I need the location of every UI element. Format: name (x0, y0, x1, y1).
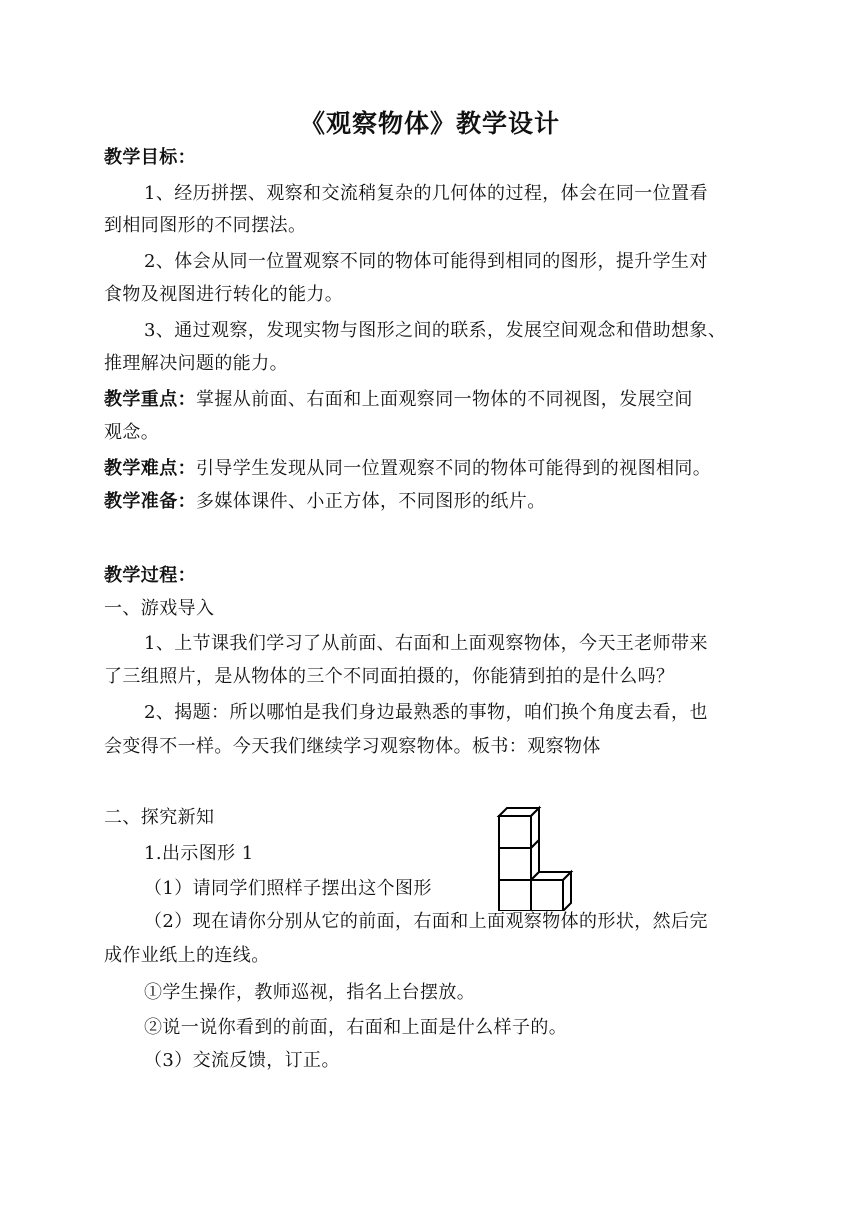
section-1-p2-line-2: 会变得不一样。今天我们继续学习观察物体。板书：观察物体 (104, 736, 601, 757)
key-points-line-1 (104, 388, 764, 412)
goal-3-line-1: 3、通过观察，发现实物与图形之间的联系，发展空间观念和借助想象、 (144, 320, 727, 341)
cube-right-front-face (531, 880, 563, 911)
step-3: （3）交流反馈，订正。 (144, 1050, 340, 1071)
section-1-heading: 一、游戏导入 (104, 598, 215, 619)
goal-3-line-2: 推理解决问题的能力。 (104, 353, 288, 374)
step-2-line-1: （2）现在请你分别从它的前面，右面和上面观察物体的形状，然后完 (144, 911, 708, 932)
step-1: （1）请同学们照样子摆出这个图形 (144, 878, 432, 899)
key-points-line-2: 观念。 (104, 422, 160, 443)
preparation-line (104, 490, 764, 514)
difficulty-text: 引导学生发现从同一位置观察不同的物体可能得到的视图相同。 (196, 458, 712, 479)
step-2-line-2: 成作业纸上的连线。 (104, 945, 270, 966)
substep-1: ①学生操作，教师巡视，指名上台摆放。 (144, 982, 476, 1003)
section-2-heading: 二、探究新知 (104, 807, 215, 828)
difficulty-line (104, 457, 764, 481)
section-1-p1-line-1: 1、上节课我们学习了从前面、右面和上面观察物体，今天王老师带来 (144, 633, 708, 654)
goal-2-line-1: 2、体会从同一位置观察不同的物体可能得到相同的图形，提升学生对 (144, 251, 708, 272)
goal-2-line-2: 食物及视图进行转化的能力。 (104, 284, 344, 305)
cube-top-front-face (499, 816, 531, 848)
preparation-text: 多媒体课件、小正方体，不同图形的纸片。 (196, 491, 546, 512)
difficulty-label: 教学难点： (104, 458, 196, 479)
show-figure-1: 1.出示图形 1 (144, 843, 254, 864)
goal-1-line-2: 到相同图形的不同摆法。 (104, 215, 307, 236)
cube-right-side-face (563, 872, 571, 911)
process-heading: 教学过程： (104, 565, 196, 586)
cube-middle-front-face (499, 848, 531, 880)
preparation-label: 教学准备： (104, 491, 196, 512)
goal-1-line-1: 1、经历拼摆、观察和交流稍复杂的几何体的过程，体会在同一位置看 (144, 183, 708, 204)
cube-bottom-front-face (499, 880, 531, 911)
goals-heading: 教学目标： (104, 147, 196, 168)
section-1-p1-line-2: 了三组照片，是从物体的三个不同面拍摄的，你能猜到拍的是什么吗？ (104, 666, 675, 687)
key-points-text: 掌握从前面、右面和上面观察同一物体的不同视图，发展空间 (196, 389, 693, 410)
cube-stack-figure (496, 805, 576, 911)
section-1-p2-line-1: 2、揭题：所以哪怕是我们身边最熟悉的事物，咱们换个角度去看，也 (144, 702, 708, 723)
substep-2: ②说一说你看到的前面，右面和上面是什么样子的。 (144, 1017, 568, 1038)
page-title: 《观察物体》教学设计 (299, 109, 560, 138)
key-points-label: 教学重点： (104, 389, 196, 410)
